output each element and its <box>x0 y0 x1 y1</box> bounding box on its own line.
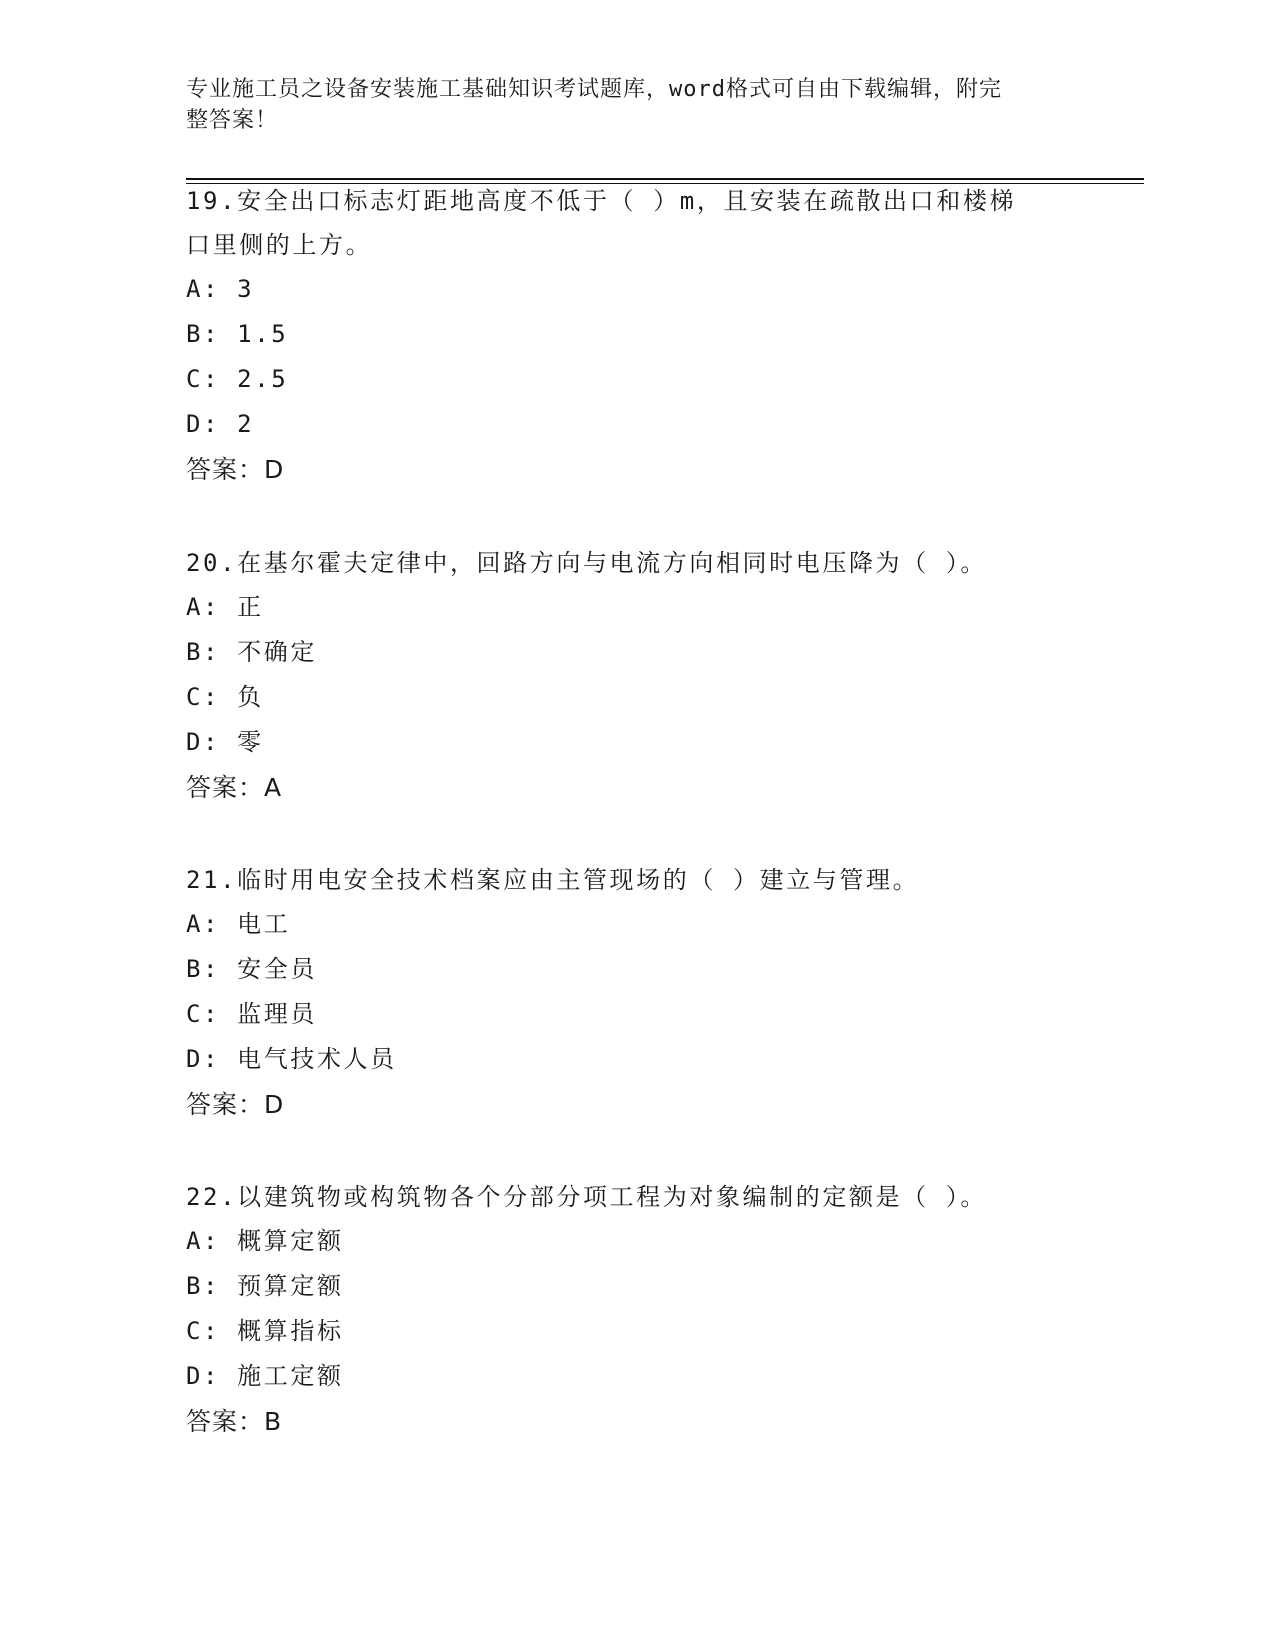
option-a: A: 电工 <box>186 910 291 938</box>
document-header: 专业施工员之设备安装施工基础知识考试题库，word格式可自由下载编辑，附完 整答案！ <box>186 77 1002 133</box>
option-b: B: 不确定 <box>186 638 317 666</box>
option-c: C: 负 <box>186 683 264 711</box>
option-d: D: 2 <box>186 410 255 438</box>
answer-line: 答案：D <box>186 1090 285 1119</box>
option-c: C: 监理员 <box>186 1000 317 1028</box>
option-a: A: 正 <box>186 593 264 621</box>
question-stem: 20.在基尔霍夫定律中，回路方向与电流方向相同时电压降为（ ）。 <box>186 549 987 577</box>
option-c: C: 2.5 <box>186 365 289 393</box>
option-d: D: 施工定额 <box>186 1362 344 1390</box>
question-stem: 19.安全出口标志灯距地高度不低于（ ）m，且安装在疏散出口和楼梯 口里侧的上方。 <box>186 187 1017 259</box>
question-stem: 22.以建筑物或构筑物各个分部分项工程为对象编制的定额是（ ）。 <box>186 1183 987 1211</box>
question-22 <box>186 1175 1086 1444</box>
option-b: B: 1.5 <box>186 320 289 348</box>
answer-line: 答案：B <box>186 1407 283 1436</box>
option-d: D: 电气技术人员 <box>186 1045 397 1073</box>
option-d: D: 零 <box>186 728 264 756</box>
question-20 <box>186 541 1086 810</box>
question-19 <box>186 179 1086 492</box>
option-b: B: 安全员 <box>186 955 317 983</box>
option-c: C: 概算指标 <box>186 1317 344 1345</box>
answer-line: 答案：D <box>186 455 285 484</box>
answer-line: 答案：A <box>186 773 283 802</box>
option-a: A: 概算定额 <box>186 1227 344 1255</box>
option-b: B: 预算定额 <box>186 1272 344 1300</box>
question-stem: 21.临时用电安全技术档案应由主管现场的（ ）建立与管理。 <box>186 866 920 894</box>
question-21 <box>186 858 1086 1127</box>
option-a: A: 3 <box>186 275 255 303</box>
